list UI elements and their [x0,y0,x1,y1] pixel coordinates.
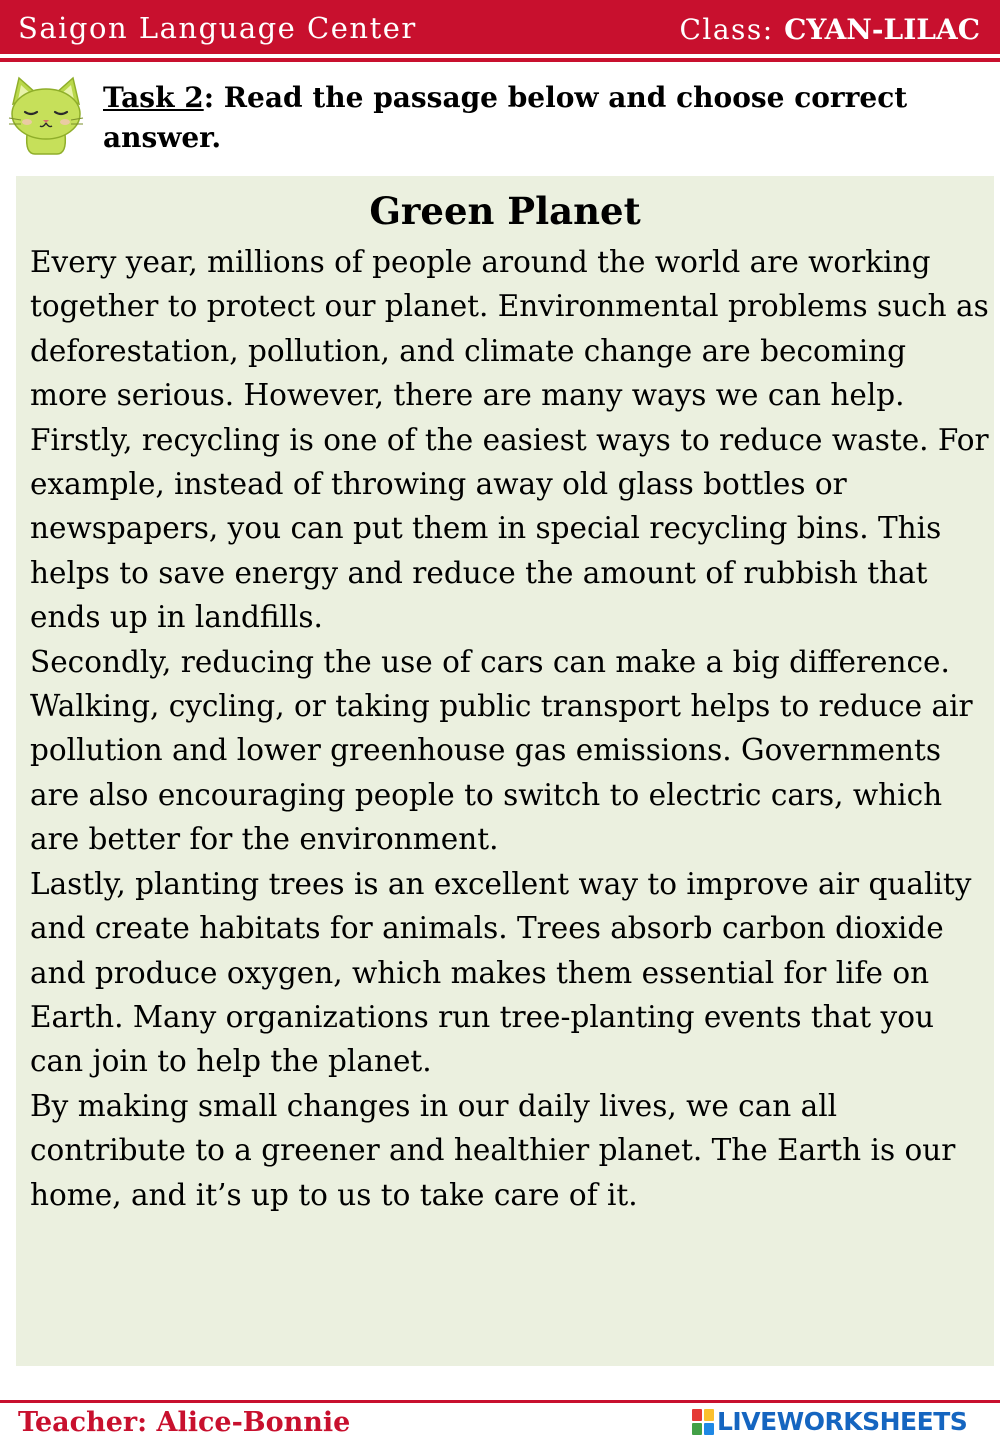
task-instruction [103,78,983,158]
class-value: CYAN-LILAC [784,13,980,46]
task-text: : Read the passage below and choose correct answer. [103,81,908,154]
paragraph-intro: Every year, millions of people around the world are working together to protect our planet. Environmental problems such as deforestation, pollution, and climate change are becoming more serious. However, there are many ways we can help. [30,245,989,413]
passage-body [30,240,990,1217]
passage-box [16,176,994,1366]
header-divider [0,58,1000,62]
liveworksheets-logo-icon [692,1409,714,1435]
paragraph-conclusion: By making small changes in our daily lives, we can all contribute to a greener and healthier planet. The Earth is our home, and it’s up to us to take care of it. [30,1088,956,1212]
header-bar [0,0,1000,54]
passage-title: Green Planet [369,189,641,233]
paragraph-cars: Secondly, reducing the use of cars can make a big difference. Walking, cycling, or taking public transport helps to reduce air pollution and lower greenhouse gas emissions. Governments are also encouraging people to switch to electric cars, which are better for the environment. [30,644,973,857]
task-label: Task 2 [103,81,204,114]
class-info [679,13,980,47]
class-label: Class: [679,13,785,46]
center-name: Saigon Language Center [18,11,417,45]
paragraph-trees: Lastly, planting trees is an excellent way to improve air quality and create habitats for animals. Trees absorb carbon dioxide and produce oxygen, which makes them essential for life on Earth. Many organizations run tree-planting events that you can join to help the planet. [30,866,972,1079]
liveworksheets-logo[interactable] [692,1406,967,1438]
teacher-name: Teacher: Alice-Bonnie [18,1407,351,1438]
brand-name: LIVEWORKSHEETS [717,1407,968,1436]
footer-divider [0,1400,1000,1403]
paragraph-recycling: Firstly, recycling is one of the easiest ways to reduce waste. For example, instead of throwing away old glass bottles or newspapers, you can put them in special recycling bins. This helps to save energy and reduce the amount of rubbish that ends up in landfills. [30,422,989,635]
cat-face-icon [5,74,87,156]
